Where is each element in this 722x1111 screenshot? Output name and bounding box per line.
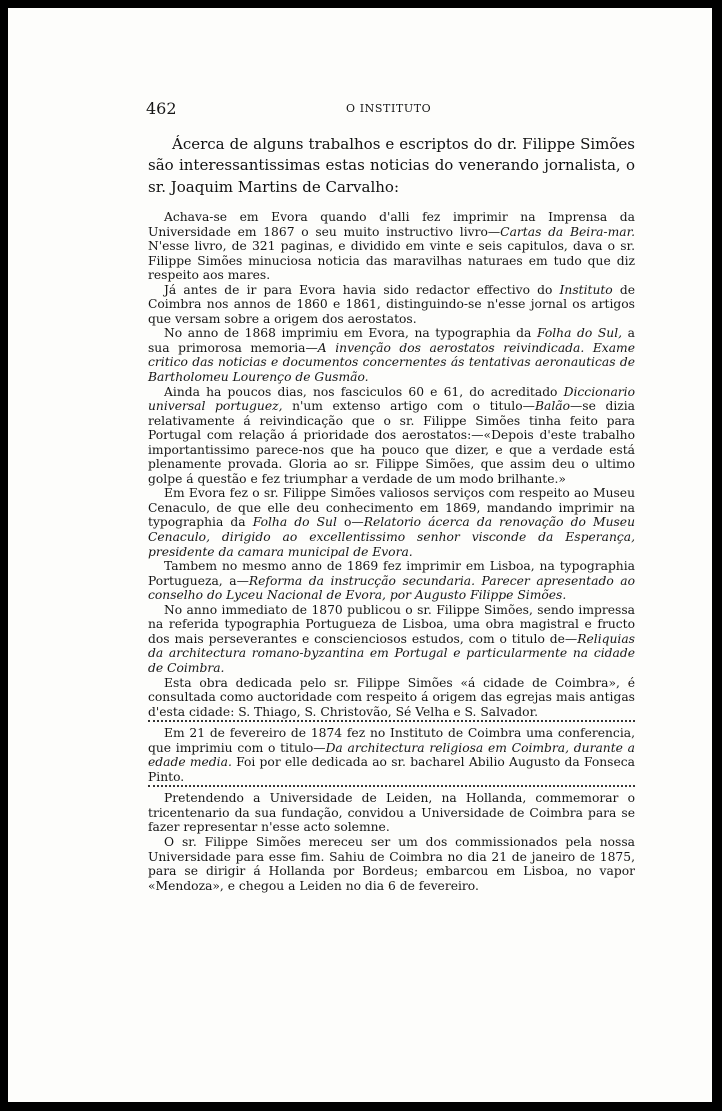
running-header [146,99,640,119]
page [8,8,712,1102]
page-number: 462 [146,99,177,118]
paragraph-dedicada: Esta obra dedicada pelo sr. Filippe Simões «á cidade de Coimbra», é consultada como auctoridade com respeito á origem das egrejas mais antigas d'esta cidade: S. Thiago, S. Christovão, Sé Velha e S. Salvador. [148,675,635,719]
paragraph-instituto: Já antes de ir para Evora havia sido redactor effectivo do Instituto de Coimbra nos annos de 1860 e 1861, distinguindo-se n'esse jornal os artigos que versam sobre a origem dos aerostatos. [148,282,636,326]
paragraph-reliquias: No anno immediato de 1870 publicou o sr. Filippe Simões, sendo impressa na referida typographia Portugueza de Lisboa, uma obra magistral e fructo dos mais perseverantes e conscienciosos estudos, com o titulo de—Reliquias da architectura romano-byzantina em Portugal e particularmente na cidade de Coimbra. [148,602,635,675]
running-title: O INSTITUTO [346,102,432,115]
paragraph-commissionados: O sr. Filippe Simões mereceu ser um dos commissionados pela nossa Universidade para esse fim. Sahiu de Coimbra no dia 21 de janeiro de 1875, para se dirigir á Hollanda por Bordeus; embarcou em Lisboa, no vapor «Mendoza», e chegou a Leiden no dia 6 de fevereiro. [148,834,635,893]
paragraph-diccionario: Ainda ha poucos dias, nos fasciculos 60 e 61, do acreditado Diccionario universal portuguez, n'um extenso artigo com o titulo—Balão—se dizia relativamente á reivindicação que o sr. Filippe Simões tinha feito para Portugal com relação á prioridade dos aerostatos:—«Depois d'este trabalho importantissimo parece-nos que ha pouco que dizer, e que a verdade está plenamente provada. Gloria ao sr. Filippe Simões, que assim deu o ultimo golpe á questão e fez triumphar a verdade de um modo brilhante.» [148,384,636,486]
paragraph-aerostatos: No anno de 1868 imprimiu em Evora, na typographia da Folha do Sul, a sua primorosa memoria—A invenção dos aerostatos reivindicada. Exame critico das noticias e documentos concernentes ás tentativas aeronauticas de Bartholomeu Lourenço de Gusmão. [148,326,635,385]
paragraph-reforma: Tambem no mesmo anno de 1869 fez imprimir em Lisboa, na typographia Portugueza, a—Reforma da instrucção secundaria. Parecer apresentado ao conselho do Lyceu Nacional de Evora, por Augusto Filippe Simões. [148,559,635,603]
paragraph-cartas: Achava-se em Evora quando d'alli fez imprimir na Imprensa da Universidade em 1867 o seu muito instructivo livro—Cartas da Beira-mar. N'esse livro, de 321 paginas, e dividido em vinte e seis capitulos, dava o sr. Filippe Simões minuciosa noticia das maravilhas naturaes em tudo que diz respeito aos mares. [148,210,635,283]
intro-paragraph: Ácerca de alguns trabalhos e escriptos do dr. Filippe Simões são interessantissimas estas noticias do venerando jornalista, o sr. Joaquim Martins de Carvalho: [148,135,635,196]
body-text [148,210,635,893]
paragraph-museu: Em Evora fez o sr. Filippe Simões valiosos serviços com respeito ao Museu Cenaculo, de que elle deu conhecimento em 1869, mandando imprimir na typographia da Folha do Sul o—Relatorio ácerca da renovação do Museu Cenaculo, dirigido ao excellentissimo senhor visconde da Esperança, presidente da camara municipal de Evora. [148,486,636,559]
paragraph-leiden: Pretendendo a Universidade de Leiden, na Hollanda, commemorar o tricentenario da sua fundação, convidou a Universidade de Coimbra para se fazer representar n'esse acto solemne. [148,791,635,835]
paragraph-conferencia: Em 21 de fevereiro de 1874 fez no Instituto de Coimbra uma conferencia, que imprimiu com o titulo—Da architectura religiosa em Coimbra, durante a edade media. Foi por elle dedicada ao sr. bacharel Abilio Augusto da Fonseca Pinto. [148,726,636,784]
